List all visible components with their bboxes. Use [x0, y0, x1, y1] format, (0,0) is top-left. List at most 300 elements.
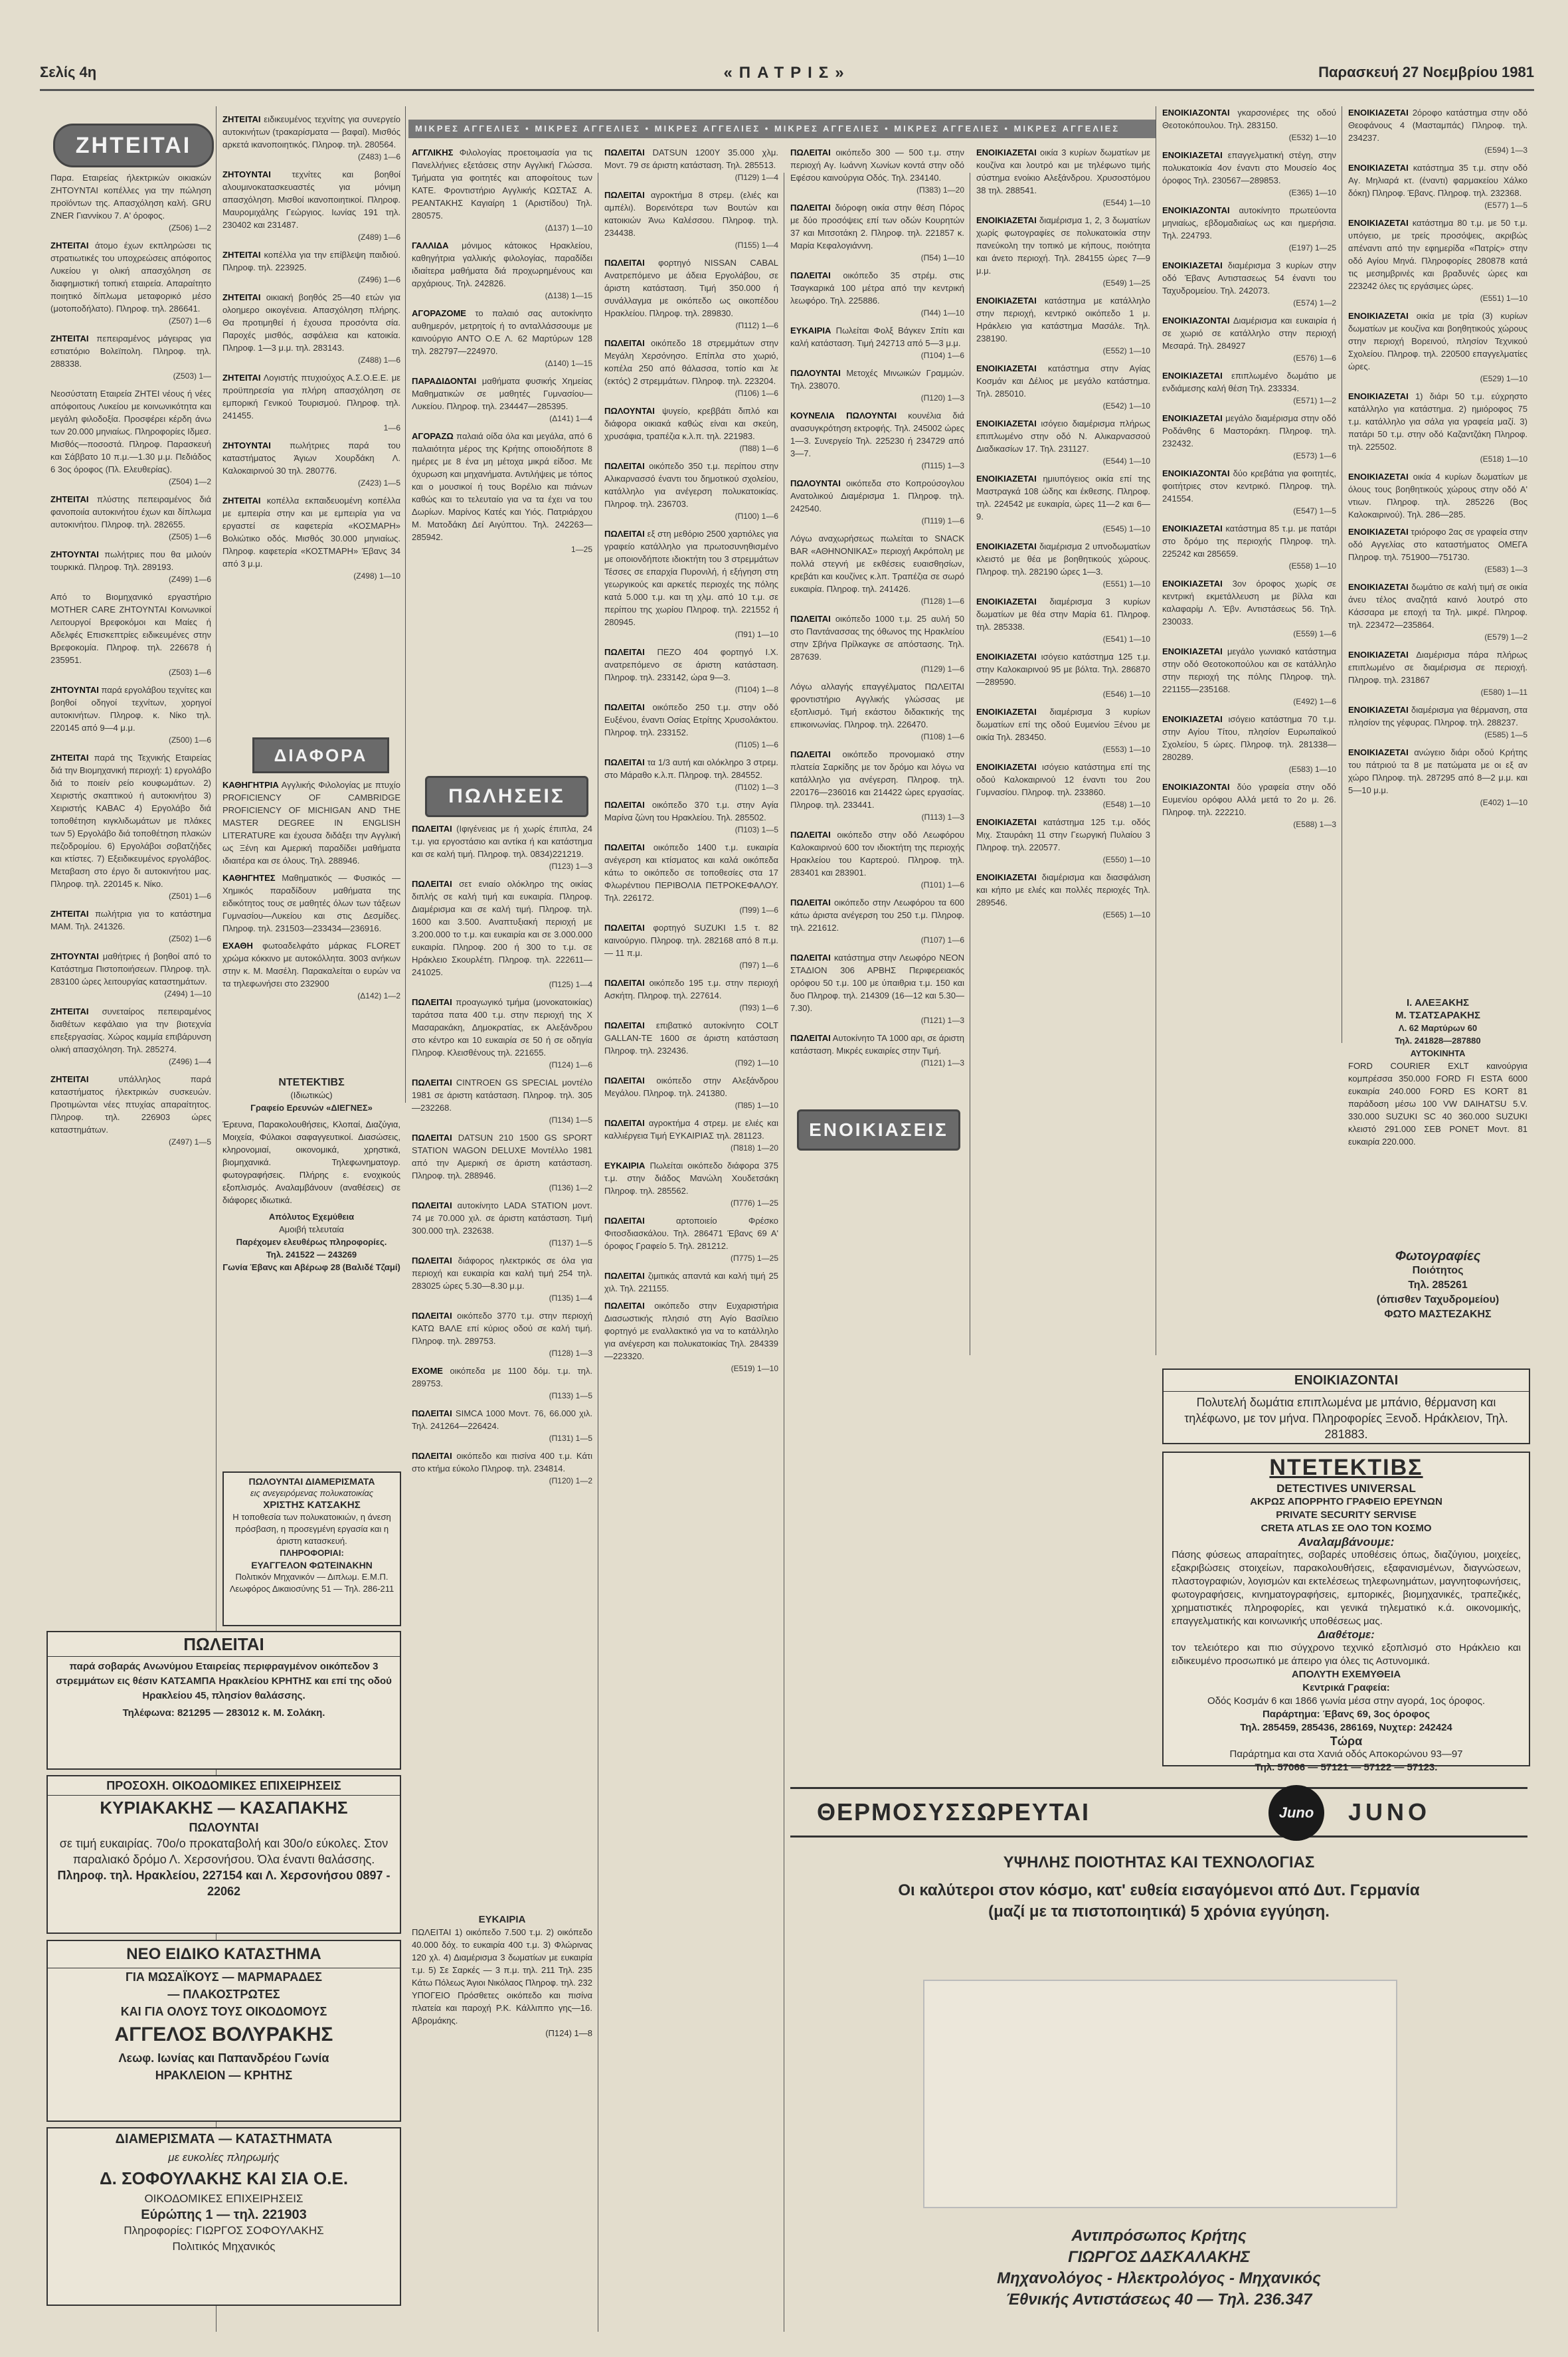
classified-ad	[604, 405, 778, 455]
classified-ad	[790, 1032, 964, 1070]
classified-ad-ref: (Π136) 1—2	[549, 1183, 592, 1192]
classified-ad	[604, 921, 778, 972]
classified-ad-body: διαμέρισμα 2 υπνοδωματίων κλειστό με θέα με βοηθητικούς χώρους. Πληροφ. τηλ. 282190 ώρες 1—3.	[976, 541, 1150, 577]
detectives-addr: Οδός Κοσμάν 6 και 1866 γωνία μέσα στην αγορά, 1ος όροφος.	[1207, 1695, 1485, 1707]
column-sales-2	[604, 146, 778, 2332]
kyriakakis-top: ΠΡΟΣΟΧΗ. ΟΙΚΟΔΟΜΙΚΕΣ ΕΠΙΧΕΙΡΗΣΕΙΣ	[48, 1776, 400, 1796]
classified-ad-body: Διαμέρισμα πάρα πλήρως επιπλωμένο σε διαμέρισμα σε περιοχή. Πληροφ. τηλ. 231867	[1348, 650, 1527, 685]
classified-ad-body: μαθήτριες ή βοηθοί από το Κατάστημα Πιστοποιήσεων. Πληροφ. τηλ. 283100 ώρες λειτουργίας καταστημάτων.	[50, 951, 211, 987]
classified-ad-ref: (Ε519) 1—10	[731, 1364, 778, 1373]
classified-ad	[1162, 713, 1336, 776]
car-dealer-ad	[1348, 996, 1527, 1242]
classified-ad-body: οικόπεδο στην Ευχαριστήρια Διασωστικής πλησιό στη Αγίο Βασίλειο φορτηγό με εναλλακτικό για να το κατάλληλο για ανέγερση και πολυκατοικίας Τηλ. 284339—223320.	[604, 1301, 778, 1361]
classified-ad-ref: (Π101) 1—6	[920, 880, 964, 890]
detective-small-office: Γραφείο Ερευνών «ΔΙΕΓΝΕΣ»	[250, 1103, 373, 1113]
classified-ad-body: Νεοσύστατη Εταιρεία ΖΗΤΕΙ νέους ή νέες απόφοιτους Λυκείου με κοινωνικότητα και μεγάλη φιλοδοξία. Προσφέρει κέρδη άνω των 20.000 μηνιαίως. Πληροφορίες Ιδμεσ. Μισθός—ποσοστά. Πληροφ. Παρασκευή και Σάββατο 10 π.μ.—1.30 μ.μ. Πεδιάδος 6 3ος όροφος (Πλ. Ελευθερίας).	[50, 389, 211, 474]
classified-ad-heading: ΕΝΟΙΚΙΑΖΕΤΑΙ	[976, 707, 1037, 717]
sofoulakis-info: Πληροφορίες: ΓΙΩΡΓΟΣ ΣΟΦΟΥΛΑΚΗΣ	[124, 2224, 324, 2237]
classified-ad-heading: ΕΝΟΙΚΙΑΖΕΤΑΙ	[1162, 646, 1223, 656]
classified-ad	[222, 939, 400, 1002]
classified-ad-body: ανώγειο διάρι οδού Κρήτης του πάτριού τα 8 με πατώματα με οι εξ αν χώρο Πληροφ. τηλ. 287295 από 8—2 μ.μ. και 5—10 μ.μ.	[1348, 747, 1527, 795]
classified-ad-ref: (Ε197) 1—25	[1288, 243, 1336, 252]
land-sale-box	[46, 1631, 401, 1770]
classified-ad-heading: ΠΩΛΟΥΝΤΑΙ	[790, 478, 841, 488]
classified-ad-heading: ΠΩΛΕΙΤΑΙ	[412, 879, 452, 889]
classified-ad-body: δύο κρεβάτια για φοιτητές, φοιτήτριες στον κεντρικό. Πληροφ. τηλ. 241554.	[1162, 468, 1336, 504]
classified-ad	[604, 799, 778, 836]
classified-ad	[412, 375, 592, 425]
classified-ad-body: ζιμιτικάς απαντά και καλή τιμή 25 χιλ. Τηλ. 221155.	[604, 1271, 778, 1293]
classified-ad-heading: ΠΩΛΕΙΤΑΙ	[412, 1256, 452, 1266]
classified-ad-ref: (Ε565) 1—10	[1102, 910, 1150, 919]
classified-ad-body: ισόγειο κατάστημα επί της οδού Καλοκαιρινού 12 έναντι του 2ου Γυμνασίου. Πληροφ. τηλ. 233860.	[976, 762, 1150, 797]
classified-ad-body: 1) διάρι 50 τ.μ. εύχρηστο κατάλληλο για κατάστημα. 2) ημιόροφος 75 τ.μ. κατάλληλο για σάλα για γραφεία μαζί. 3) πατάρι 50 τ.μ. στην οδό Καζαντζάκη Πληροφ. τηλ. 225502.	[1348, 391, 1527, 452]
classified-ad-body: γκαρσονιέρες της οδού Θεοτοκόπουλου. Τηλ. 283150.	[1162, 108, 1336, 130]
classified-ad-ref: (Π99) 1—6	[739, 905, 778, 915]
classified-ad-heading: ΠΩΛΕΙΤΑΙ	[412, 1451, 452, 1461]
opportunity-ref: (Π124) 1—8	[545, 2028, 592, 2038]
classified-ad-heading: ΖΗΤΟΥΝΤΑΙ	[222, 169, 271, 179]
column-misc	[222, 779, 400, 1071]
classified-ad-heading: ΖΗΤΟΥΝΤΑΙ	[50, 549, 99, 559]
classified-ad-ref: (Π120) 1—2	[549, 1476, 592, 1485]
classified-ad-heading: ΕΝΟΙΚΙΑΖΟΝΤΑΙ	[1162, 782, 1230, 792]
juno-rep3: Μηχανολόγος - Ηλεκτρολόγος - Μηχανικός	[997, 2269, 1321, 2287]
classified-ad-ref: (Ε518) 1—10	[1480, 454, 1527, 464]
volyrakis-l1: ΓΙΑ ΜΩΣΑΪΚΟΥΣ — ΜΑΡΜΑΡΑΔΕΣ	[126, 1970, 322, 1984]
classified-ad-body: μαθήματα φυσικής Χημείας Μαθηματικών σε μαθητές Γυμνασίου—Λυκείου. Πληροφ. τηλ. 234447—285395.	[412, 376, 592, 411]
classified-ad-ref: (Π113) 1—3	[921, 812, 964, 822]
classified-ad-body: διαμέρισμα και διασφάλιση και κήπο με ελιές και πολλές περιοχές Τηλ. 289546.	[976, 872, 1150, 907]
column-rule	[405, 106, 406, 1103]
classified-ad-ref: (Ζ497) 1—5	[168, 1137, 211, 1147]
classified-ad-ref: (Π155) 1—4	[735, 240, 778, 250]
opportunity-title: ΕΥΚΑΙΡΙΑ	[478, 1914, 526, 1925]
classified-ad	[790, 532, 964, 608]
classified-ad-heading: ΕΝΟΙΚΙΑΖΕΤΑΙ	[976, 419, 1037, 428]
photo-shop-ad	[1348, 1249, 1527, 1362]
dealer-body: FORD COURIER EXLT καινούργια κομπρέσσα 350.000 FORD FI ESTA 6000 ευκαιρία 240.000 FORD ES KORT 81 παράδοση μέσω 100 VW DAIHATSU 5.V. 330.000 SUZUKI SC 40 360.000 SUZUKI κλειστό 291.000 ΣΕΒ PONET Μοντ. 81 ευκαιρία 220.000.	[1348, 1061, 1527, 1147]
classified-ad-heading: ΖΗΤΕΙΤΑΙ	[222, 250, 261, 260]
classified-ad-body: οικόπεδο 3770 τ.μ. στην περιοχή ΚΑΤΩ ΒΑΛΕ επί κύριος οδού σε καλή τιμή. Πληροφ. τηλ. 289753.	[412, 1311, 592, 1346]
classified-ad-heading: ΠΩΛΕΙΤΑΙ	[604, 258, 645, 268]
classified-ad	[412, 1076, 592, 1127]
juno-quality: ΥΨΗΛΗΣ ΠΟΙΟΤΗΤΑΣ ΚΑΙ ΤΕΧΝΟΛΟΓΙΑΣ	[1003, 1853, 1315, 1871]
classified-ad	[604, 1074, 778, 1112]
column-rentals-2	[1162, 106, 1336, 1355]
classified-ad-ref: (Π91) 1—10	[735, 630, 778, 639]
classified-ad-heading: ΖΗΤΕΙΤΑΙ	[222, 373, 261, 383]
fotinakis-name: ΧΡΙΣΤΗΣ ΚΑΤΣΑΚΗΣ	[263, 1499, 361, 1511]
fotinakis-box	[222, 1471, 401, 1626]
classified-ad	[976, 146, 1150, 209]
kyriakakis-phones: Πληροφ. τηλ. Ηρακλείου, 227154 και Λ. Χερσονήσου 0897 - 22062	[57, 1869, 391, 1898]
classified-ad-body: διόροφη οικία στην θέση Πόρος με δύο προσόψεις επί των οδών Κουρητών 37 και Μιτσοτάκη 2. Πληροφ. τηλ. 221857 κ. Μαρία Κεφαλογιάννη.	[790, 203, 964, 250]
classified-ad-ref: (Π137) 1—5	[549, 1238, 592, 1248]
classified-ad	[790, 896, 964, 947]
classified-ad	[222, 113, 400, 163]
classified-ad-ref: (Π112) 1—6	[735, 321, 778, 330]
classified-ad-body: οικόπεδο στην Λεωφόρου τα 600 κάτω άριστα ανέγερση του 250 τ.μ. Πληροφ. τηλ. 221612.	[790, 897, 964, 933]
classified-ad-ref: (Ε585) 1—5	[1484, 730, 1527, 739]
classified-ad-ref: (Ε553) 1—10	[1102, 745, 1150, 754]
classified-ad-body: ισόγειο κατάστημα 70 τ.μ. στην Αγίου Τίτου, πλησίον Ευρωπαϊκού Σχολείου, 5 ώρες. Πληροφ. τηλ. 281338—280289.	[1162, 714, 1336, 762]
classified-ad-heading: ΚΑΘΗΓΗΤΡΙΑ	[222, 780, 279, 790]
classified-ad-body: πωλήτρια για το κατάστημα ΜΑΜ. Τηλ. 241326.	[50, 909, 211, 931]
classified-ad-body: Λογιστής πτυχιούχος Α.Σ.Ο.Ε.Ε. με προϋπηρεσία για πλήρη απασχόληση σε εμπορική Γενικού Τουρισμού. Πληροφ. τηλ. 241455.	[222, 373, 400, 421]
classified-ad	[50, 171, 211, 235]
classified-ad-ref: (Ζ489) 1—6	[357, 233, 400, 242]
classified-ad-body: εξ στη μεθόριο 2500 χαρτιόλες για γραφείο κατάλληλο για πρωτοσυνηθισμένο με οποιονδήποτε ιδιοκτήτη του 3 στρεμμάτων Τέσσες σε επαρχία Πυρονιλή, ή εξήγηση στη γεωργικούς και αρκετές περιοχές της πόλης κατά 5.000 τ.μ. και τη χλμ. από 10 τ.μ. σε περίπου της χωρίου Πληροφ. τηλ. 221552 ή 280945.	[604, 529, 778, 627]
classified-ad	[790, 951, 964, 1027]
classified-ad-heading: ΠΩΛΕΙΤΑΙ	[790, 830, 831, 840]
classified-ad	[604, 701, 778, 751]
section-banner-wanted: ΖΗΤΕΙΤΑΙ	[53, 124, 214, 167]
classified-ad-body: οικόπεδο 1000 τ.μ. 25 αυλή 50 στο Παντάνασσας της όθωνος της Ηρακλείου στην Σβήνα Πρίλκαγκε σε απόστασης. Τηλ. 287639.	[790, 614, 964, 662]
detectives-central: Κεντρικά Γραφεία:	[1302, 1682, 1390, 1693]
classified-ad	[790, 680, 964, 743]
classified-ad	[1348, 746, 1527, 809]
classified-ad	[412, 996, 592, 1072]
classified-ad-ref: (Π115) 1—3	[921, 461, 964, 470]
classified-ad-heading: ΕΝΟΙΚΙΑΖΕΤΑΙ	[1348, 527, 1409, 537]
classified-ad-body: 2όροφο κατάστημα στην οδό Θεοφάνους 4 (Μασταμπάς) Πληροφ. τηλ. 234237.	[1348, 108, 1527, 143]
classified-ad-ref: (Ε545) 1—10	[1102, 524, 1150, 533]
classified-ad	[222, 439, 400, 490]
classified-ad-body: Φιλολογίας προετοιμασία για τις Πανελλήνιες εξετάσεις στην Αγγλική Γλώσσα. Τμήματα για φοιτητές και αποφοίτους των ΚΑΤΕ. Φροντιστήριο Αγγλικής ΚΩΣΤΑΣ Α. ΡΕΑΝΤΑΚΗΣ Καγιαίρη 1 (Αριστίδου) Τηλ. 280575.	[412, 147, 592, 221]
photo-name: ΦΩΤΟ ΜΑΣΤΕΖΑΚΗΣ	[1384, 1309, 1492, 1320]
classified-ad-ref: (Π104) 1—6	[920, 351, 964, 360]
classified-ad-heading: ΠΩΛΕΙΤΑΙ	[604, 757, 645, 767]
classified-ad-heading: ΕΧΑΘΗ	[222, 941, 253, 951]
classified-ad	[976, 540, 1150, 591]
classified-ad-heading: ΠΩΛΕΙΤΑΙ	[604, 147, 645, 157]
photo-subtitle: Ποιότητος	[1412, 1265, 1464, 1276]
classified-ad-body: (Ιφιγένειας με ή χωρίς έπιπλα, 24 τ.μ. για εργοστάσιο και αντίκα ή και κατάστημα και σε καλή τιμή. Πληροφ. τηλ. 0834)221219.	[412, 824, 592, 859]
classified-ad-body: Μετοχές Μινωικών Γραμμών. Τηλ. 238070.	[790, 368, 964, 391]
classified-ad-body: οικόπεδο 250 τ.μ. στην οδό Ευξένου, έναντι Οσίας Ετρίτης Χρυσολάκτου. Πληροφ. τηλ. 233152.	[604, 702, 778, 737]
classified-ad	[604, 1159, 778, 1210]
classified-ad-body: κατάστημα στην Αγίας Κοσμάν και Δέλιος με μεγάλο κατάστημα. Τηλ. 285010.	[976, 363, 1150, 399]
classified-ad-heading: ΠΩΛΕΙΤΑΙ	[790, 953, 831, 963]
classified-ad	[222, 291, 400, 367]
classified-ad-ref: 1—6	[383, 423, 400, 432]
classified-ad-heading: ΕΝΟΙΚΙΑΖΟΝΤΑΙ	[1162, 205, 1230, 215]
classified-ad-body: αυτοκίνητο LADA STATION μοντ. 74 με 70.000 χιλ. σε άριστη κατάσταση. Τιμή 300.000 τηλ. 232638.	[412, 1200, 592, 1236]
classified-ad	[1162, 781, 1336, 831]
classified-ad-heading: ΠΩΛΕΙΤΑΙ	[604, 190, 645, 200]
classified-ad-ref: (Ζ496) 1—6	[357, 275, 400, 284]
fotinakis-eng: Πολιτικόν Μηχανικόν — Διπλωμ. Ε.Μ.Π.	[235, 1572, 389, 1582]
page-number: Σελίς 4η	[40, 64, 97, 80]
classified-ad-body: Από το Βιομηχανικό εργαστήριο MOTHER CARE ΖΗΤΟΥΝΤΑΙ Κοινωνικοί Λειτουργοί Βρεφοκόμοι και Μαίες ή Αδελφές Επισκεπτρίες ειδικευμένες στην Βρεφοκομία. Πληροφ. τηλ. 226678 ή 235951.	[50, 592, 211, 665]
classified-ad-heading: ΠΩΛΕΙΤΑΙ	[604, 702, 645, 712]
juno-representative	[790, 2225, 1527, 2310]
classified-ad-heading: ΕΝΟΙΚΙΑΖΕΤΑΙ	[976, 652, 1037, 662]
classified-ad-body: Διαμέρισμα και ευκαιρία ή σε χωριό σε κατάλληλο στην περιοχή Μεσαρά. Τηλ. 284927	[1162, 316, 1336, 351]
fotinakis-sub: εις ανεγειρόμενας πολυκατοικίας	[250, 1488, 374, 1498]
classified-ad-ref: (Π133) 1—5	[549, 1391, 592, 1400]
classified-ad-ref: (Ε529) 1—10	[1480, 374, 1527, 383]
classified-ad	[976, 472, 1150, 535]
classified-ad-body: μόνιμος κάτοικος Ηρακλείου, καθηγήτρια γαλλικής φιλολογίας, παραδίδει ιδιαίτερα μαθήματα διά προχωρημένους και αρχάριους. Τηλ. 242826.	[412, 240, 592, 288]
classified-ad-heading: ΕΝΟΙΚΙΑΖΕΤΑΙ	[1162, 371, 1223, 381]
classified-ad-ref: (Ε580) 1—11	[1480, 688, 1527, 697]
classified-ad-ref: (Ζ503) 1—6	[168, 668, 211, 677]
classified-ad-ref: (Ζ503) 1—	[173, 371, 211, 381]
land-sale-phones: Τηλέφωνα: 821295 — 283012 κ. Μ. Σολάκη.	[122, 1707, 325, 1719]
classified-ad-heading: ΕΝΟΙΚΙΑΖΕΤΑΙ	[1162, 150, 1223, 160]
classified-ad-body: παλαιά οίδα όλα και μεγάλα, από 6 παλαιότητα μέρος της Κρήτης οποιοδήποτε 8 ημέρες με 8 ένα μη μέτοχα μικρά είδοσ. Με όχυρωση και μηχανήματα. Αντιλήψεις με τόπος και ο μουσικοί ή τους Βορέλιο και πιάνων καθώς και το τελευταίο για να τα έχει να του Δωρίων. Μαρίνος Κατές και Υιός. Πατριάρχου Μ. Ματοδάκη Δεί Αιγύπτου. Τηλ. 242263—285942.	[412, 431, 592, 542]
classified-ad-ref: (Π106) 1—6	[735, 389, 778, 398]
classified-ad-heading: ΕΝΟΙΚΙΑΖΕΤΑΙ	[976, 541, 1037, 551]
classified-ad-body: SIMCA 1000 Μοντ. 76, 66.000 χιλ. Τηλ. 241264—226424.	[412, 1408, 592, 1431]
classified-ad-heading: ΕΥΚΑΙΡΙΑ	[790, 326, 831, 335]
classified-ad-ref: (Ε542) 1—10	[1102, 401, 1150, 411]
classified-ad-ref: (Π131) 1—5	[549, 1434, 592, 1443]
classified-ad	[604, 977, 778, 1014]
classified-ad-body: διαμέρισμα 3 κυρίων στην οδό Έβανς Αντιστασεως 54 έναντι του Ταχυδρομείου. Τηλ. 242073.	[1162, 260, 1336, 296]
detective-small-phones: Τηλ. 241522 — 243269	[266, 1250, 357, 1260]
detectives-box	[1162, 1452, 1530, 1773]
classified-ad-ref: (Ε492) 1—6	[1293, 697, 1336, 706]
classified-ad-body: κατάστημα 35 τ.μ. στην οδό Αγ. Μηλιαρά κτ. (έναντι) φαρμακείου Χάλκο δόκη) Πληροφ. Έβανς. Πληροφ. τηλ. 232368.	[1348, 163, 1527, 198]
classified-ad-ref: (Π129) 1—6	[920, 664, 964, 674]
classified-ad-ref: (Π134) 1—5	[549, 1115, 592, 1125]
classified-ad	[1162, 149, 1336, 199]
opportunity-body: ΠΩΛΕΙΤΑΙ 1) οικόπεδο 7.500 τ.μ. 2) οικόπεδο 40.000 δόχ. το ευκαιρία 400 τ.μ. 3) Φλώρινας 120 χλ. 4) Διαμέρισμα 3 δωματίων με ευκαιρία τ.μ. 5) Σε Σαρκές — 3 π.μ. τηλ. 211 Τηλ. 235 Κάτω Πόλεως Άγιοι Νικόλαος Πληροφ. τηλ. 232 ΥΠΟΓΕΙΟ Πρόσθετες οικόπεδο και πισίνα πλατεία και παροχή Ρ.Κ. Κάλλιππο γης—16. Αβρομάκης.	[412, 1927, 592, 2026]
classified-ad	[1162, 204, 1336, 254]
volyrakis-name: ΑΓΓΕΛΟΣ ΒΟΛΥΡΑΚΗΣ	[114, 2024, 333, 2045]
classified-ad-ref: (Π44) 1—10	[920, 308, 964, 318]
classified-ad-ref: (Π129) 1—4	[735, 173, 778, 182]
dealer-heading: ΑΥΤΟΚΙΝΗΤΑ	[1410, 1048, 1466, 1058]
classified-ad-ref: (Ζ494) 1—10	[164, 989, 211, 998]
classified-ad-heading: ΠΩΛΕΙΤΑΙ	[604, 842, 645, 852]
classified-ad-ref: (Δ141) 1—4	[549, 414, 592, 423]
classified-ad-heading: ΠΩΛΕΙΤΑΙ	[604, 1118, 645, 1128]
classified-ad-heading: ΕΝΟΙΚΙΑΖΕΤΑΙ	[1162, 523, 1223, 533]
classified-ad-ref: (Ε402) 1—10	[1480, 798, 1527, 807]
photo-title: Φωτογραφίες	[1395, 1249, 1481, 1264]
classified-ad-heading: ΠΩΛΕΙΤΑΙ	[412, 997, 452, 1007]
volyrakis-l3: ΚΑΙ ΓΙΑ ΟΛΟΥΣ ΤΟΥΣ ΟΙΚΟΔΟΜΟΥΣ	[120, 2005, 327, 2018]
detectives-sub3: PRIVATE SECURITY SERVISE	[1276, 1509, 1417, 1521]
detectives-title: ΝΤΕΤΕΚΤΙΒΣ	[1269, 1455, 1423, 1480]
dealer-address: Λ. 62 Μαρτύρων 60	[1398, 1023, 1478, 1033]
classified-ad	[1162, 412, 1336, 462]
classified-ad-ref: (Π54) 1—10	[920, 253, 964, 262]
detectives-branch2: Παράρτημα και στα Χανιά οδός Αποκορώνου 93—97	[1229, 1748, 1463, 1760]
classified-ad-heading: ΖΗΤΕΙΤΑΙ	[50, 333, 89, 343]
section-banner-rentals: ΕΝΟΙΚΙΑΣΕΙΣ	[797, 1109, 960, 1151]
classified-ad-body: οικόπεδο στην οδό Λεωφόρου Καλοκαιρινού 600 τον ιδιοκτήτη της περιοχής Ηρακλείου του Καρτερού. Πληροφ. τηλ. 283401 και 283901.	[790, 830, 964, 878]
classified-ad-ref: (Ε548) 1—10	[1102, 800, 1150, 809]
column-sales-3	[790, 146, 964, 1342]
classified-ad-heading: ΕΝΟΙΚΙΑΖΕΤΑΙ	[1162, 260, 1223, 270]
classified-ad-ref: (Π124) 1—6	[549, 1060, 592, 1070]
classified-ad-heading: ΠΩΛΕΙΤΑΙ	[412, 1408, 452, 1418]
classified-ad-heading: ΖΗΤΕΙΤΑΙ	[50, 909, 89, 919]
classified-ad-heading: ΠΩΛΕΙΤΑΙ	[604, 923, 645, 933]
classified-ad-ref: (Ε547) 1—5	[1293, 506, 1336, 516]
classified-ad-heading: ΕΝΟΙΚΙΑΖΕΤΑΙ	[976, 363, 1037, 373]
juno-desc: Οι καλύτεροι στον κόσμο, κατ' ευθεία εισαγόμενοι από Δυτ. Γερμανία (μαζί με τα πιστοποιητικά) 5 χρόνια εγγύηση.	[898, 1881, 1420, 1921]
classified-ad-heading: ΖΗΤΕΙΤΑΙ	[222, 292, 261, 302]
classified-ad-body: πωλήτριες που θα μιλούν τουρκικά. Πληροφ. Τηλ. 289193.	[50, 549, 211, 572]
classified-ad-ref: (Π104) 1—8	[735, 685, 778, 694]
classified-ad-body: κουνέλια διά ανασυγκρότηση εκτροφής. Τηλ. 245002 ώρες 1—3. Συνεργείο Τηλ. 225230 ή 234729 από 3—7.	[790, 411, 964, 458]
volyrakis-title: ΝΕΟ ΕΙΔΙΚΟ ΚΑΤΑΣΤΗΜΑ	[48, 1941, 400, 1968]
classified-ad-body: κατάστημα 85 τ.μ. με πατάρι στο δρόμο της περιοχής Πληροφ. τηλ. 225242 και 285659.	[1162, 523, 1336, 559]
classified-ad-heading: ΕΝΟΙΚΙΑΖΕΤΑΙ	[976, 215, 1037, 225]
classified-ad	[604, 646, 778, 696]
classified-ad	[1348, 310, 1527, 385]
classified-ad-ref: (Ε365) 1—10	[1288, 188, 1336, 197]
classified-ad-heading: ΕΧΟΜΕ	[412, 1366, 443, 1376]
column-rentals-3	[1348, 106, 1527, 990]
classified-ad-body: ημιυπόγειος οικία επί της Μαστραγκά 108 ώδης και έκθεσης. Πληροφ. τηλ. 224542 με ευκαιρία, ώρες 11—2 και 6—9.	[976, 474, 1150, 521]
dealer-company: Μ. ΤΣΑΤΣΑΡΑΚΗΣ	[1395, 1010, 1480, 1021]
classified-ad-body: φορτηγό NISSAN CABAL Ανατρεπόμενο με άδεια Εργολάβου, σε άριστη κατάσταση. Τιμή 350.000 ή συνάλλαγμα με οικόπεδο ως οικοπέδου Ηρακλείου. Πληροφ. τηλ. 289830.	[604, 258, 778, 318]
fotinakis-info: ΠΛΗΡΟΦΟΡΙΑΙ:	[280, 1548, 344, 1558]
classified-ad	[50, 239, 211, 328]
classified-ad	[790, 748, 964, 824]
classified-ad-ref: (Π88) 1—6	[739, 444, 778, 453]
classified-ad-body: Πωλείται οικόπεδο διάφορα 375 τ.μ. στην διάδος Μανώλη Χουδετσάκη Πληροφ. τηλ. 285562.	[604, 1161, 778, 1196]
classified-ad-heading: ΕΝΟΙΚΙΑΖΕΤΑΙ	[1348, 218, 1409, 228]
classified-ad	[222, 248, 400, 286]
kyriakakis-box	[46, 1775, 401, 1934]
classified-ad-body: κατάστημα 125 τ.μ. οδός Μιχ. Σταυράκη 11 στην Γεωργική Πυλαίου 3 Πληροφ. τηλ. 220577.	[976, 817, 1150, 852]
section-banner-misc: ΔΙΑΦΟΡΑ	[252, 737, 389, 773]
classified-ad	[50, 950, 211, 1000]
classified-ad-body: οικόπεδο 1400 τ.μ. ευκαιρία ανέγερση και κτίσματος και καλά οικόπεδα κάτω το οικόπεδο σε τοποθεσίες στα 17 Φλωρέντιου ΠΕΡΙΒΟΛΙΑ ΠΕΤΡΟΚΕΦΑΛΟΥ. Τηλ. 226172.	[604, 842, 778, 903]
classified-ad-heading: ΖΗΤΕΙΤΑΙ	[50, 1006, 89, 1016]
classified-ad-heading: ΖΗΤΟΥΝΤΑΙ	[222, 440, 271, 450]
classified-ad	[50, 751, 211, 903]
classified-ad-heading: ΕΝΟΙΚΙΑΖΕΤΑΙ	[976, 762, 1037, 772]
classified-ad	[1348, 704, 1527, 741]
classified-ad	[222, 872, 400, 935]
kyriakakis-body: σε τιμή ευκαιρίας. 70ο/ο προκαταβολή και 30ο/ο εύκολες. Στον παραλιακό δρόμο Λ. Χερσονήσου. Όλα έναντι θαλάσσης.	[59, 1837, 389, 1866]
detective-small-line3: Παρέχομεν ελευθέρως πληροφορίες.	[236, 1237, 387, 1247]
classified-ad-heading: ΕΝΟΙΚΙΑΖΕΤΑΙ	[1162, 579, 1223, 589]
newspaper-title: «ΠΑΤΡΙΣ»	[723, 64, 851, 82]
classified-ad-ref: (Ε576) 1—6	[1293, 353, 1336, 363]
classified-ad-ref: (Ε551) 1—10	[1480, 294, 1527, 303]
classified-ad	[604, 1214, 778, 1265]
fotinakis-eng-name: ΕΥΑΓΓΕΛΟΝ ΦΩΤΕΙΝΑΚΗΝ	[251, 1560, 373, 1570]
classified-ad-ref: (Π97) 1—6	[739, 961, 778, 970]
detective-small-addr: Γωνία Έβανς και Αβέρωφ 28 (Βαλιδέ Τζαμί)	[222, 1262, 400, 1272]
classified-ad-ref: (Ζ423) 1—5	[357, 478, 400, 488]
classified-ad-ref: (Ε583) 1—10	[1288, 765, 1336, 774]
classified-ad-heading: ΠΩΛΕΙΤΑΙ	[790, 749, 831, 759]
fotinakis-addr: Λεωφόρος Δικαιοσύνης 51 — Τηλ. 286-211	[229, 1584, 394, 1594]
classified-ad-body: επιπλωμένο δωμάτιο με ενδιάμεσης καλή θέση Τηλ. 233334.	[1162, 371, 1336, 393]
classified-ad-body: οικιακή βοηθός 25—40 ετών για ολοημερο οικογένεια. Απασχόληση πλήρης. Θα προτιμηθεί ή έχουσα προσόντα σία. Παροχές μισθός, ασφάλεια και κατοικία. Πληροφ. 1—3 μ.μ. τηλ. 283143.	[222, 292, 400, 353]
classified-ad-ref: (Ε577) 1—5	[1484, 201, 1527, 210]
classified-ad-ref: (Ε594) 1—3	[1484, 145, 1527, 155]
classified-ad-body: Πωλείται Φολξ Βάγκεν Σπίτι και καλή κατάσταση. Τιμή 242713 από 5—3 μ.μ.	[790, 326, 964, 348]
detective-small-title: ΝΤΕΤΕΚΤΙΒΣ	[278, 1077, 345, 1088]
classified-ad-body: ισόγειο διαμέρισμα πλήρως επιπλωμένο στην οδό Ν. Αλικαρνασσού Διαδικασίων 17. Τηλ. 231127.	[976, 419, 1150, 454]
classified-ad	[976, 417, 1150, 468]
classified-ad-heading: ΕΝΟΙΚΙΑΖΕΤΑΙ	[1348, 747, 1409, 757]
classified-ad-ref: (Π818) 1—20	[730, 1143, 778, 1153]
classified-ad-heading: ΠΩΛΕΙΤΑΙ	[412, 1078, 452, 1087]
classified-ad-ref: (Ε571) 1—2	[1293, 396, 1336, 405]
classified-ad	[1162, 522, 1336, 573]
classified-ad-heading: ΓΑΛΛΙΔΑ	[412, 240, 449, 250]
classified-ad-ref: 1—25	[570, 545, 592, 554]
issue-date: Παρασκευή 27 Νοεμβρίου 1981	[1318, 64, 1534, 80]
classified-ad	[790, 201, 964, 264]
classified-ad	[604, 527, 778, 641]
fotinakis-anchor	[46, 2305, 398, 2306]
classified-ad-heading: ΠΩΛΟΥΝΤΑΙ	[790, 368, 841, 378]
classified-ad-body: τεχνίτες και βοηθοί αλουμινοκατασκευαστές για μόνιμη απασχόληση. Μισθοί ικανοποιητικοί. Πληροφ. Μαυρομιχάλης Γεώργιος. Ιωνίας 191 τηλ. 230402 και 231487.	[222, 169, 400, 230]
classified-ad-body: δωμάτιο σε καλή τιμή σε οικία άνευ τέλος αναζητά καινό λουτρό στο Κάσσαρα με εποχή τα Τηλ. μικρέ. Πληροφ. τηλ. 223472—235864.	[1348, 582, 1527, 630]
classified-ad-body: αγροκτήμα 4 στρεμ. με ελιές και καλλιέργεια Τιμή ΕΥΚΑΙΡΙΑΣ τηλ. 281123.	[604, 1118, 778, 1141]
fotinakis-body: Η τοποθεσία των πολυκατοικιών, η άνεση πρόσβαση, η προσεγμένη εργασία και η άριστη κατασκευή.	[232, 1512, 391, 1546]
classified-ad	[50, 493, 211, 543]
classified-ad-ref: (Ζ488) 1—6	[357, 355, 400, 365]
classified-ad-body: DATSUN 1200Y 35.000 χλμ. Μοντ. 79 σε άριστη κατάσταση. Τηλ. 285513.	[604, 147, 778, 170]
classified-ad-heading: ΠΩΛΕΙΤΑΙ	[604, 1020, 645, 1030]
classified-ad-body: φωτοαδελφάτο μάρκας FLORET χρώμα κόκκινο με αυτοκόλλητα. 3003 ανήκων στην κ. Μ. Μασέλη. Παρακαλείται ο ευρών να τα τηλεφωνήσει στο 232900	[222, 941, 400, 989]
classified-ad-heading: ΕΝΟΙΚΙΑΖΕΤΑΙ	[976, 147, 1037, 157]
classified-ad-ref: (Π121) 1—3	[920, 1058, 964, 1068]
classified-ad-heading: ΕΝΟΙΚΙΑΖΕΤΑΙ	[976, 296, 1037, 306]
classified-ad-ref: (Ζ500) 1—6	[168, 735, 211, 745]
classified-ad-heading: ΑΓΟΡΑΖΩ	[412, 431, 454, 441]
classified-ad-body: άτομο έχων εκπληρώσει τις στρατιωτικές του υποχρεώσεις απόφοιτος Λυκείου γι ολική απασχόληση σε διαφημιστική τοπική εταιρεία. Απαραίτητο ποιητικό δίπλωμα μεταφορικό μέσο (μοτοποδήλατο). Πληροφ. τηλ. 286641.	[50, 240, 211, 314]
classified-ad-ref: (Ε579) 1—2	[1484, 632, 1527, 642]
classified-ad-body: CINTROEN GS SPECIAL μοντέλο 1981 σε άριστη κατάσταση. Πληροφ. τηλ. 305—232268.	[412, 1078, 592, 1113]
classified-ad	[50, 548, 211, 586]
classified-ad-ref: (Ε552) 1—10	[1102, 346, 1150, 355]
classified-ad	[604, 1117, 778, 1155]
classified-ad-body: Λόγω αναχωρήσεως πωλείται το SNACK BAR «ΑΘΗΝΟΝΙΚΑΣ» περιοχή Ακρόπολη με πολλά στεγνή με εκθέσεις ευαισθησίων, κρεβάτι και κουζίνες κ.λπ. Τραπέζια σε σωρό ευκαιρία. Πληροφ. τηλ. 241426.	[790, 533, 964, 594]
classified-ad-heading: ΕΝΟΙΚΙΑΖΕΤΑΙ	[1348, 311, 1409, 321]
sofoulakis-name: Δ. ΣΟΦΟΥΛΑΚΗΣ ΚΑΙ ΣΙΑ Ο.Ε.	[99, 2168, 349, 2188]
classified-ad-ref: (Π107) 1—6	[920, 935, 964, 945]
classified-ad-heading: ΕΝΟΙΚΙΑΖΕΤΑΙ	[1348, 108, 1409, 118]
classified-ad-body: Αγγλικής Φιλολογίας με πτυχίο PROFICIENCY OF CAMBRIDGE PROFICIENCY OF MICHIGAN AND THE MASTER DEGREE IN ENGLISH LITERATURE και έχουσα διδάξει την Αγγλική ως Ξένη και Αμερική παραδίδει μαθήματα ιδιαιτέρα και σε όλους. Τηλ. 288946.	[222, 780, 400, 866]
classified-ad	[790, 367, 964, 405]
classified-ad-body: οικία 3 κυρίων δωματίων με κουζίνα και λουτρό και με τηλέφωνο τιμής σύστημα ενοίκιο Αλεξάνδρου. Χρυσοστόμου 38 τηλ. 288541.	[976, 147, 1150, 195]
fotinakis-top: ΠΩΛΟΥΝΤΑΙ ΔΙΑΜΕΡΙΣΜΑΤΑ	[248, 1476, 375, 1487]
classified-ad-ref: (Π120) 1—3	[920, 393, 964, 403]
classified-ad-heading: ΠΩΛΕΙΤΑΙ	[790, 270, 831, 280]
classified-ad-heading: ΠΩΛΕΙΤΑΙ	[790, 147, 831, 157]
classified-ad-body: 3ον όροφος χωρίς σε κεντρική εκμετάλλευση με βίλλα και καλαφαρίμ Λ. Έβν. Αντιστάσεως 56. Τηλ. 230033.	[1162, 579, 1336, 626]
classified-ad-heading: ΕΝΟΙΚΙΑΖΕΤΑΙ	[976, 474, 1037, 484]
detectives-body: Πάσης φύσεως απαραίτητες, σοβαρές υποθέσεις όπως, διαζύγιου, μοιχείες, εξακριβώσεις στοιχείων, παρακολουθήσεις, εξαφανισμένων, διαγνώσεων, πλαστογραφιών, λογισμών και εκτελέσεως τηλεφωνημάτων, μαγνητοφωνήσεις, φωτογραφήσεις, κινηματογραφήσεις, εμπορικές, βιομηχανικές, τραπεζικές, χρηματιστικές πληροφορίες, και γενικά τηλεματικό κ.ά. οικονομικής, επαγγελματικής και κοινωνικής υποθέσεως μας.	[1172, 1549, 1521, 1627]
classified-ad	[604, 1270, 778, 1295]
classified-ad-ref: (Π85) 1—10	[735, 1101, 778, 1110]
classified-ad-ref: (Ε573) 1—6	[1293, 451, 1336, 460]
classified-ad-body: παρά εργολάβου τεχνίτες και βοηθοί οδηγοί τεχνίτων, χορηγοί αυτοκινήτων. Πληροφ. κ. Νίκο τηλ. 220145 από 9—4 μ.μ.	[50, 685, 211, 733]
classified-ad-heading: ΚΟΥΝΕΛΙΑ ΠΩΛΟΥΝΤΑΙ	[790, 411, 897, 421]
classified-ad-ref: (Δ137) 1—10	[545, 223, 592, 233]
classified-ad	[604, 337, 778, 400]
classified-ad-body: δύο γραφεία στην οδό Ευμενίου ορόφου Αλλά μετά το 2ο μ. 26. Πληροφ. τηλ. 222210.	[1162, 782, 1336, 817]
classifieds-strip: ΜΙΚΡΕΣ ΑΓΓΕΛΙΕΣ • ΜΙΚΡΕΣ ΑΓΓΕΛΙΕΣ • ΜΙΚΡΕΣ ΑΓΓΕΛΙΕΣ • ΜΙΚΡΕΣ ΑΓΓΕΛΙΕΣ • ΜΙΚΡΕΣ ΑΓΓΕΛΙΕΣ • ΜΙΚΡΕΣ ΑΓΓΕΛΙΕΣ	[408, 120, 1156, 138]
classified-ad-heading: ΕΝΟΙΚΙΑΖΟΝΤΑΙ	[1162, 468, 1230, 478]
